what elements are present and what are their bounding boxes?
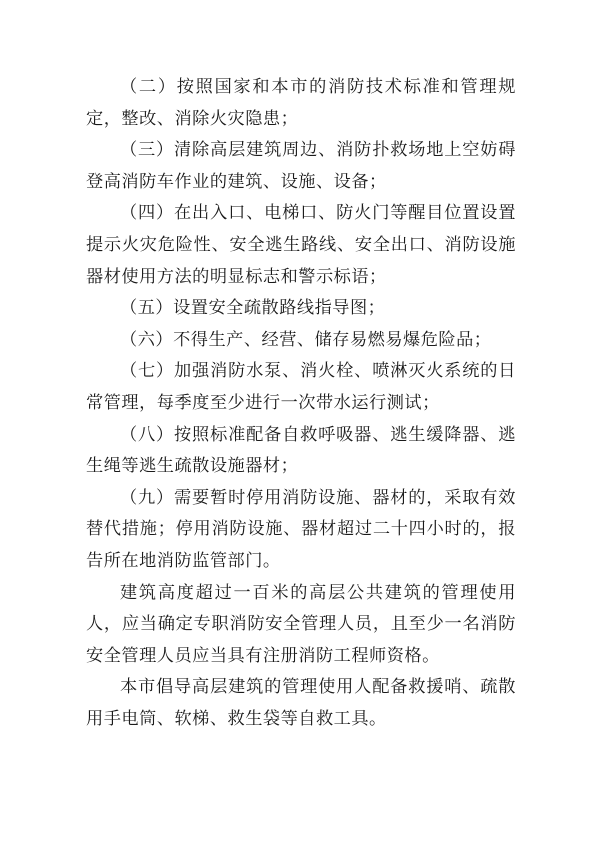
paragraph-item-7: （七）加强消防水泵、消火栓、喷淋灭火系统的日常管理，每季度至少进行一次带水运行测试； — [86, 361, 516, 413]
paragraph-self-rescue-tools: 本市倡导高层建筑的管理使用人配备救援哨、疏散用手电筒、软梯、救生袋等自救工具。 — [86, 677, 516, 729]
document-body — [86, 72, 516, 735]
paragraph-item-5: （五）设置安全疏散路线指导图； — [120, 298, 386, 319]
paragraph-item-6: （六）不得生产、经营、储存易燃易爆危险品； — [120, 329, 492, 350]
paragraph-item-8: （八）按照标准配备自救呼吸器、逃生缓降器、逃生绳等逃生疏散设施器材； — [86, 424, 516, 477]
paragraph-item-3: （三）清除高层建筑周边、消防扑救场地上空妨碍登高消防车作业的建筑、设施、设备； — [86, 140, 516, 192]
paragraph-high-rise-over-100m: 建筑高度超过一百米的高层公共建筑的管理使用人，应当确定专职消防安全管理人员，且至少一名消防安全管理人员应当具有注册消防工程师资格。 — [86, 582, 516, 666]
paragraph-item-9: （九）需要暂时停用消防设施、器材的，采取有效替代措施；停用消防设施、器材超过二十四小时的，报告所在地消防监管部门。 — [86, 487, 516, 571]
paragraph-item-4: （四）在出入口、电梯口、防火门等醒目位置设置提示火灾危险性、安全逃生路线、安全出口、消防设施器材使用方法的明显标志和警示标语； — [86, 203, 516, 287]
paragraph-item-2: （二）按照国家和本市的消防技术标准和管理规定，整改、消除火灾隐患； — [86, 77, 516, 129]
